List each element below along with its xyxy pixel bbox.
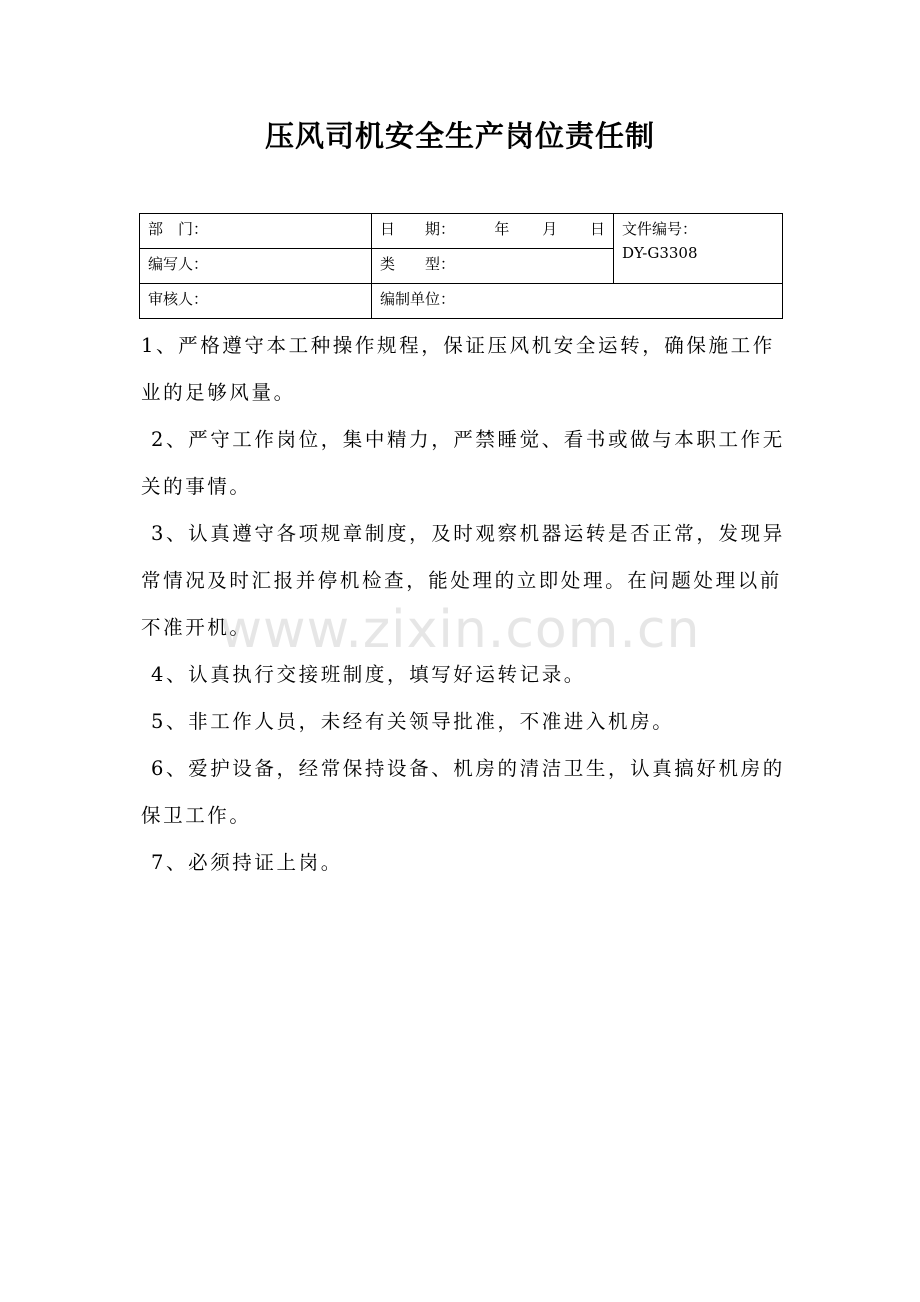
list-item: 6、爱护设备，经常保持设备、机房的清洁卫生，认真搞好机房的保卫工作。 <box>141 757 785 827</box>
document-info-table <box>139 213 783 319</box>
author-label: 编写人： <box>148 255 209 273</box>
file-number-value: DY-G3308 <box>622 244 698 262</box>
responsibility-list <box>141 322 791 886</box>
author-cell <box>140 249 372 284</box>
file-number-cell <box>614 214 783 284</box>
list-item: 3、认真遵守各项规章制度，及时观察机器运转是否正常，发现异常情况及时汇报并停机检查，能处理的立即处理。在问题处理以前不准开机。 <box>141 522 785 639</box>
type-cell <box>372 249 614 284</box>
list-item: 1、严格遵守本工种操作规程，保证压风机安全运转，确保施工作业的足够风量。 <box>141 334 775 404</box>
date-month: 月 <box>542 220 558 238</box>
list-item: 7、必须持证上岗。 <box>151 851 343 874</box>
reviewer-cell <box>140 284 372 319</box>
unit-label: 编制单位： <box>380 290 456 308</box>
department-label: 部 门： <box>148 220 209 238</box>
date-year: 年 <box>494 220 510 238</box>
list-item: 5、非工作人员，未经有关领导批准，不准进入机房。 <box>151 710 675 733</box>
date-day: 日 <box>589 220 605 238</box>
info-row-1 <box>140 214 783 249</box>
document-title: 压风司机安全生产岗位责任制 <box>264 119 655 153</box>
date-cell <box>372 214 614 249</box>
reviewer-label: 审核人： <box>148 290 209 308</box>
file-number-label: 文件编号： <box>622 220 698 238</box>
list-item: 2、严守工作岗位，集中精力，严禁睡觉、看书或做与本职工作无关的事情。 <box>141 428 785 498</box>
type-label: 类 型： <box>380 255 456 273</box>
department-cell <box>140 214 372 249</box>
info-row-3 <box>140 284 783 319</box>
date-label: 日 期： <box>380 220 456 238</box>
unit-cell <box>372 284 783 319</box>
watermark: www.zixin.com.cn <box>219 600 701 660</box>
list-item: 4、认真执行交接班制度，填写好运转记录。 <box>151 663 586 686</box>
